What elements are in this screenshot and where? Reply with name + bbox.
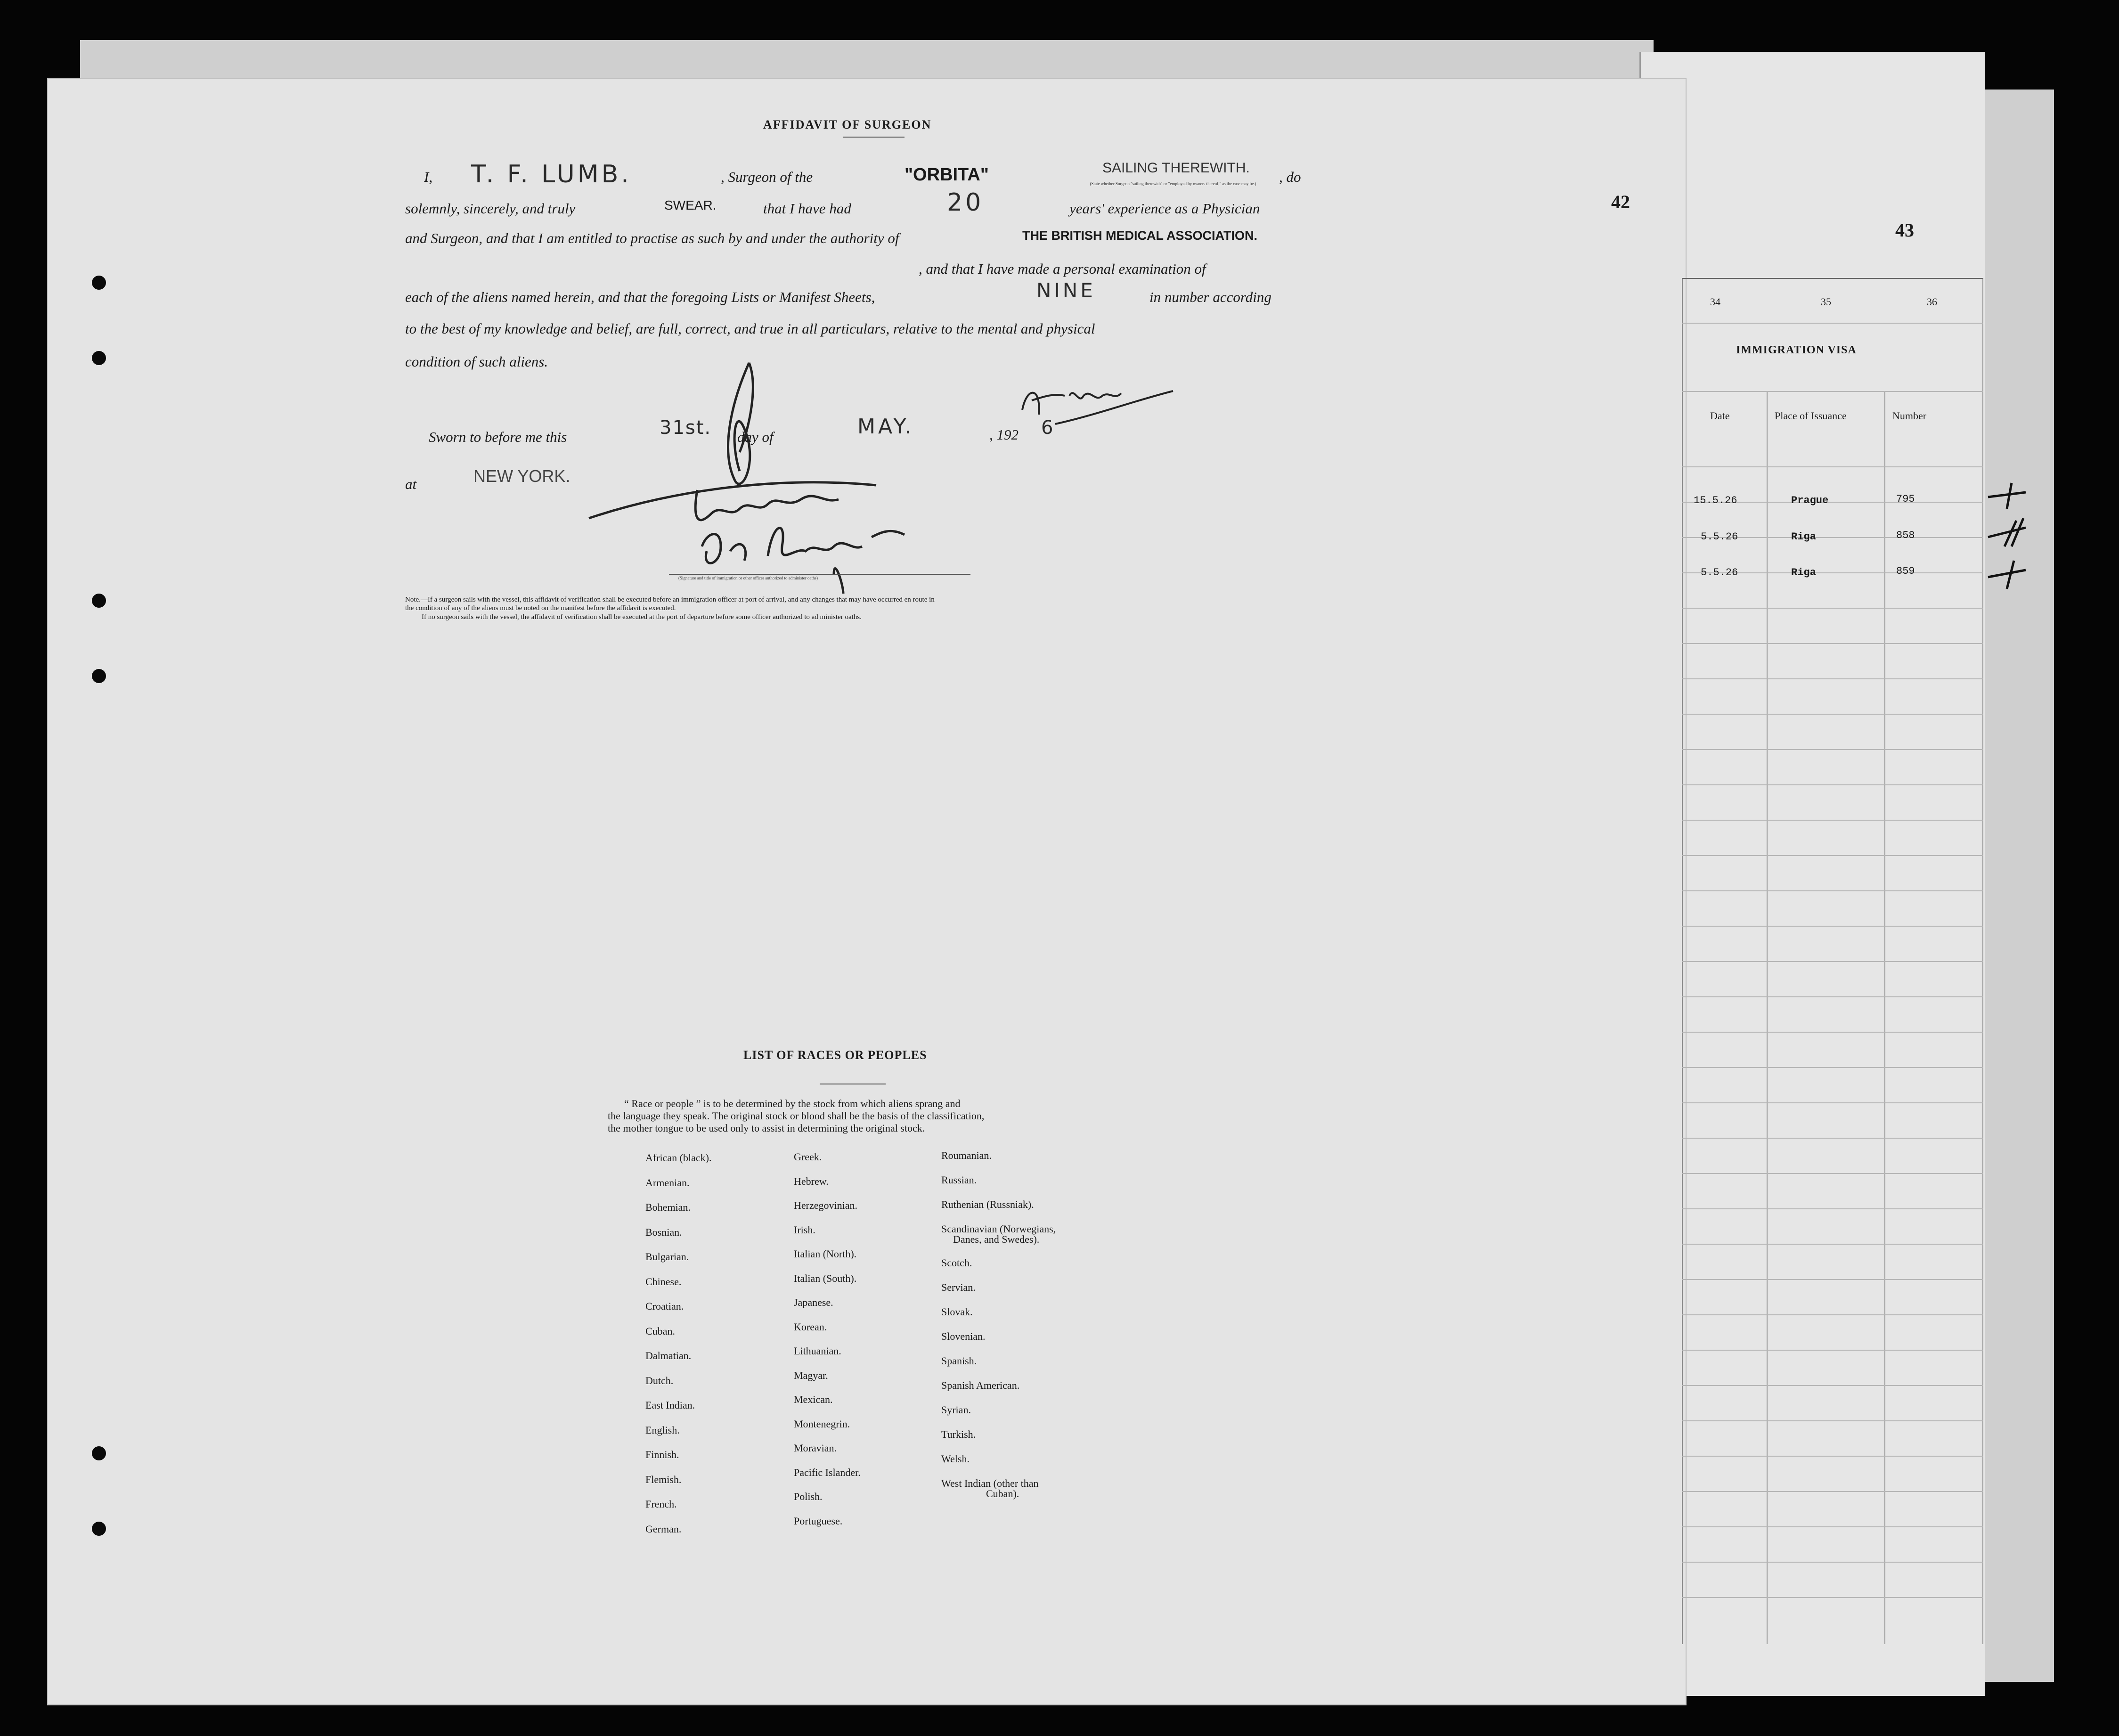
line5-end: in number according [1149,289,1271,305]
check-marks [1983,476,2040,617]
race-item: Polish. [794,1491,823,1502]
race-item: Ruthenian (Russniak). [941,1198,1034,1210]
header-number: Number [1892,410,1927,422]
race-item: Slovenian. [941,1330,986,1342]
races-column-1 [645,1146,711,1541]
race-item: Welsh. [941,1453,970,1465]
race-item: Dalmatian. [645,1350,692,1361]
race-item: Servian. [941,1281,976,1293]
race-item: Scotch. [941,1257,972,1269]
race-item: Scandinavian (Norwegians, [941,1223,1056,1235]
visa-place: Riga [1791,567,1816,579]
race-item: Magyar. [794,1369,828,1381]
sworn-day: 31st. [660,417,712,439]
races-intro-2: the language they speak. The original stock or blood shall be the basis of the classification, [608,1110,985,1122]
sailing-stamp: SAILING THEREWITH. [1102,160,1250,176]
col-number-36: 36 [1927,296,1937,308]
race-item: Roumanian. [941,1149,992,1161]
race-item: Pacific Islander. [794,1466,861,1478]
sheets-count: NINE [1036,279,1096,302]
race-item: Flemish. [645,1473,682,1485]
years-value: 20 [947,188,984,217]
at-label: at [405,476,417,492]
races-title: LIST OF RACES OR PEOPLES [743,1048,927,1062]
day-of: day of [737,429,774,445]
race-item: Greek. [794,1151,822,1163]
race-item: Spanish American. [941,1379,1020,1391]
visa-place: Prague [1791,495,1829,506]
race-item: Korean. [794,1320,827,1333]
punch-hole [92,1522,106,1536]
race-item: East Indian. [645,1399,695,1411]
swear-stamp: SWEAR. [664,198,717,212]
header-place: Place of Issuance [1775,410,1847,422]
line2-prefix: solemnly, sincerely, and truly [405,200,576,217]
page-number-42: 42 [1611,191,1630,212]
sworn-month: MAY. [857,415,914,439]
race-item: Mexican. [794,1394,833,1405]
line1-end: , do [1279,169,1301,185]
inspector-signature [579,349,1003,594]
race-item: Cuban). [986,1488,1019,1500]
place-stamp: NEW YORK. [473,466,570,486]
race-item: Russian. [941,1174,977,1186]
line3: and Surgeon, and that I am entitled to practise as such by and under the authority of [405,230,899,246]
race-item: French. [645,1498,677,1510]
signature-rule [669,574,970,575]
back-sheet-right-edge [1979,90,2054,1682]
title-rule [843,137,905,138]
race-item: African (black). [645,1152,712,1164]
race-item: Bohemian. [645,1201,691,1213]
surgeon-signature [1013,367,1182,433]
line1-mid: , Surgeon of the [721,169,813,185]
punch-hole [92,276,106,290]
visa-number: 795 [1896,493,1915,505]
back-sheet-top [80,40,1654,82]
races-intro-3: the mother tongue to be used only to assist in determining the original stock. [608,1122,925,1134]
affidavit-title: AFFIDAVIT OF SURGEON [763,118,932,131]
race-item: Chinese. [645,1275,682,1288]
race-item: Croatian. [645,1300,684,1312]
punch-hole [92,351,106,365]
line2-end: years' experience as a Physician [1069,200,1260,217]
visa-title: IMMIGRATION VISA [1736,344,1857,356]
race-item: Italian (North). [794,1248,857,1260]
ship-name: "ORBITA" [905,165,989,185]
race-item: West Indian (other than [941,1477,1039,1489]
races-intro-1: “ Race or people ” is to be determined by the stock from which aliens sprang and [624,1098,961,1109]
race-item: Hebrew. [794,1175,829,1187]
race-item: Danes, and Swedes). [953,1233,1040,1245]
race-item: Bulgarian. [645,1251,689,1263]
bleed-through-header [85,158,98,196]
race-item: English. [645,1424,680,1436]
race-item: Montenegrin. [794,1418,850,1430]
visa-place: Riga [1791,531,1816,543]
visa-table [1682,278,1983,1644]
race-item: Moravian. [794,1442,837,1454]
visa-date: 15.5.26 [1694,495,1737,506]
race-item: Finnish. [645,1449,679,1460]
col-number-35: 35 [1821,296,1831,308]
race-item: Lithuanian. [794,1345,841,1357]
sailing-note: (State whether Surgeon "sailing therewith" or "employed by owners thereof," as the case may be.) [1090,181,1256,186]
race-item: German. [645,1523,682,1535]
year-suffix: 6 [1041,417,1056,439]
race-item: Cuban. [645,1325,675,1337]
race-item: Japanese. [794,1296,833,1308]
line1-prefix: I, [424,169,433,185]
race-item: Spanish. [941,1355,977,1367]
page-number-43: 43 [1895,220,1914,241]
line7: condition of such aliens. [405,353,548,370]
visa-number: 859 [1896,565,1915,577]
race-item: Dutch. [645,1374,674,1386]
race-item: Turkish. [941,1428,976,1440]
note-line3: If no surgeon sails with the vessel, the affidavit of verification shall be executed at the port of departure before some officer authorized to ad minister oaths. [422,613,862,621]
sworn-prefix: Sworn to before me this [429,429,567,445]
line5-prefix: each of the aliens named herein, and that the foregoing Lists or Manifest Sheets, [405,289,875,305]
visa-date: 5.5.26 [1701,531,1738,543]
authority-stamp: THE BRITISH MEDICAL ASSOCIATION. [1022,228,1258,243]
race-item: Italian (South). [794,1272,857,1284]
race-item: Armenian. [645,1176,690,1189]
race-item: Portuguese. [794,1515,843,1527]
race-item: Bosnian. [645,1226,682,1238]
header-date: Date [1710,410,1730,422]
line4: , and that I have made a personal examination of [919,261,1206,277]
signature-caption: (Signature and title of immigration or other officer authorized to administer oaths) [678,576,818,580]
col-number-34: 34 [1710,296,1720,308]
visa-number: 858 [1896,530,1915,541]
punch-hole [92,594,106,608]
line6: to the best of my knowledge and belief, are full, correct, and true in all particulars, relative to the mental and physical [405,320,1095,337]
punch-hole [92,669,106,683]
race-item: Irish. [794,1223,815,1236]
surgeon-name: T. F. LUMB. [471,160,632,188]
race-item: Syrian. [941,1404,971,1416]
race-item: Slovak. [941,1306,973,1318]
note-line2: the condition of any of the aliens must be noted on the manifest before the affidavit is executed. [405,604,676,612]
line2-mid: that I have had [763,200,851,217]
race-item: Herzegovinian. [794,1199,857,1211]
visa-date: 5.5.26 [1701,567,1738,579]
year-prefix: , 192 [989,426,1019,443]
punch-hole [92,1446,106,1460]
note-line1: Note.—If a surgeon sails with the vessel, this affidavit of verification shall be executed before an immigration officer at port of arrival, and any changes that may have occurred en route in [405,596,935,603]
races-column-2 [794,1145,861,1533]
